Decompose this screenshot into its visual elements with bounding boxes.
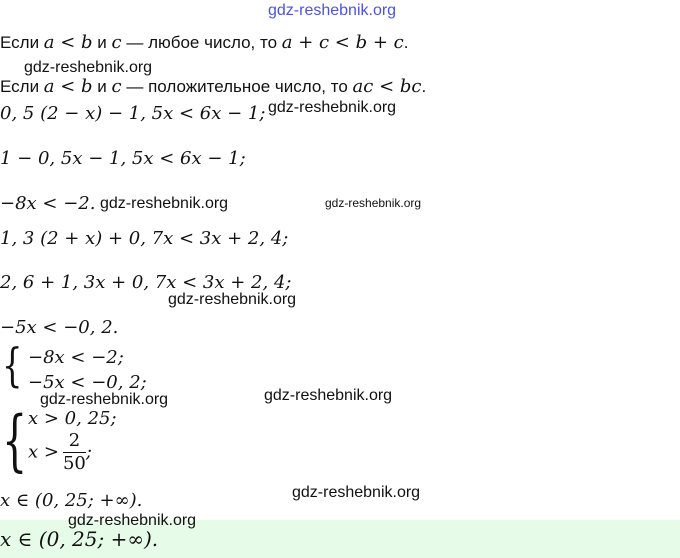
rule-2-suffix: — положительное число, то xyxy=(121,77,353,96)
rule-2-prefix: Если xyxy=(0,77,44,96)
watermark-6: gdz-reshebnik.org xyxy=(40,391,169,408)
watermark-8: gdz-reshebnik.org xyxy=(292,484,421,501)
result-line: x ∈ (0, 25; +∞). xyxy=(0,490,143,511)
rule-1-math-conclusion: a + c < b + c xyxy=(281,32,404,53)
rule-2-end: . xyxy=(421,77,427,96)
fraction xyxy=(63,430,86,475)
rule-1-suffix: — любое число, то xyxy=(121,33,282,52)
system-1-line-a: −8x < −2; xyxy=(28,347,124,368)
rule-2-mid: и xyxy=(92,77,112,96)
rule-2-math-conclusion: ac < bc xyxy=(352,76,422,97)
rule-1-end: . xyxy=(403,33,409,52)
rule-2-math-c: c xyxy=(111,76,122,97)
system-2-line-b xyxy=(28,430,92,475)
watermark-7: gdz-reshebnik.org xyxy=(264,387,393,404)
step-2: 1 − 0, 5x − 1, 5x < 6x − 1; xyxy=(0,148,246,169)
system-brace-1: { xyxy=(2,338,23,392)
site-watermark-top: gdz-reshebnik.org xyxy=(268,2,397,19)
watermark-2: gdz-reshebnik.org xyxy=(268,99,397,116)
watermark-4: gdz-reshebnik.org xyxy=(325,196,422,210)
watermark-5: gdz-reshebnik.org xyxy=(168,291,297,308)
rule-1-math-ab: a < b xyxy=(43,32,93,53)
step-4: 1, 3 (2 + x) + 0, 7x < 3x + 2, 4; xyxy=(0,228,289,249)
rule-2-math-ab: a < b xyxy=(43,76,93,97)
system-1-line-b: −5x < −0, 2; xyxy=(28,372,147,393)
rule-1-prefix: Если xyxy=(0,33,44,52)
rule-1-math-c: c xyxy=(111,32,122,53)
system-2-line-a: x > 0, 25; xyxy=(28,408,117,429)
step-1: 0, 5 (2 − x) − 1, 5x < 6x − 1; xyxy=(0,103,266,124)
system-brace-2: { xyxy=(2,402,28,479)
watermark-1: gdz-reshebnik.org xyxy=(24,59,153,76)
fraction-numerator: 2 xyxy=(63,430,86,453)
fraction-denominator: 50 xyxy=(62,453,86,474)
rule-1-mid: и xyxy=(92,33,112,52)
watermark-3: gdz-reshebnik.org xyxy=(100,195,229,212)
step-5: 2, 6 + 1, 3x + 0, 7x < 3x + 2, 4; xyxy=(0,272,292,293)
system-2-line-b-prefix: x > xyxy=(28,441,59,463)
system-2-line-b-suffix: ; xyxy=(85,441,92,463)
step-3: −8x < −2. xyxy=(0,193,96,214)
rule-line-1 xyxy=(0,32,408,53)
rule-line-2 xyxy=(0,76,426,97)
watermark-9: gdz-reshebnik.org xyxy=(68,512,197,529)
step-6: −5x < −0, 2. xyxy=(0,317,119,338)
answer-line: x ∈ (0, 25; +∞). xyxy=(0,527,159,551)
